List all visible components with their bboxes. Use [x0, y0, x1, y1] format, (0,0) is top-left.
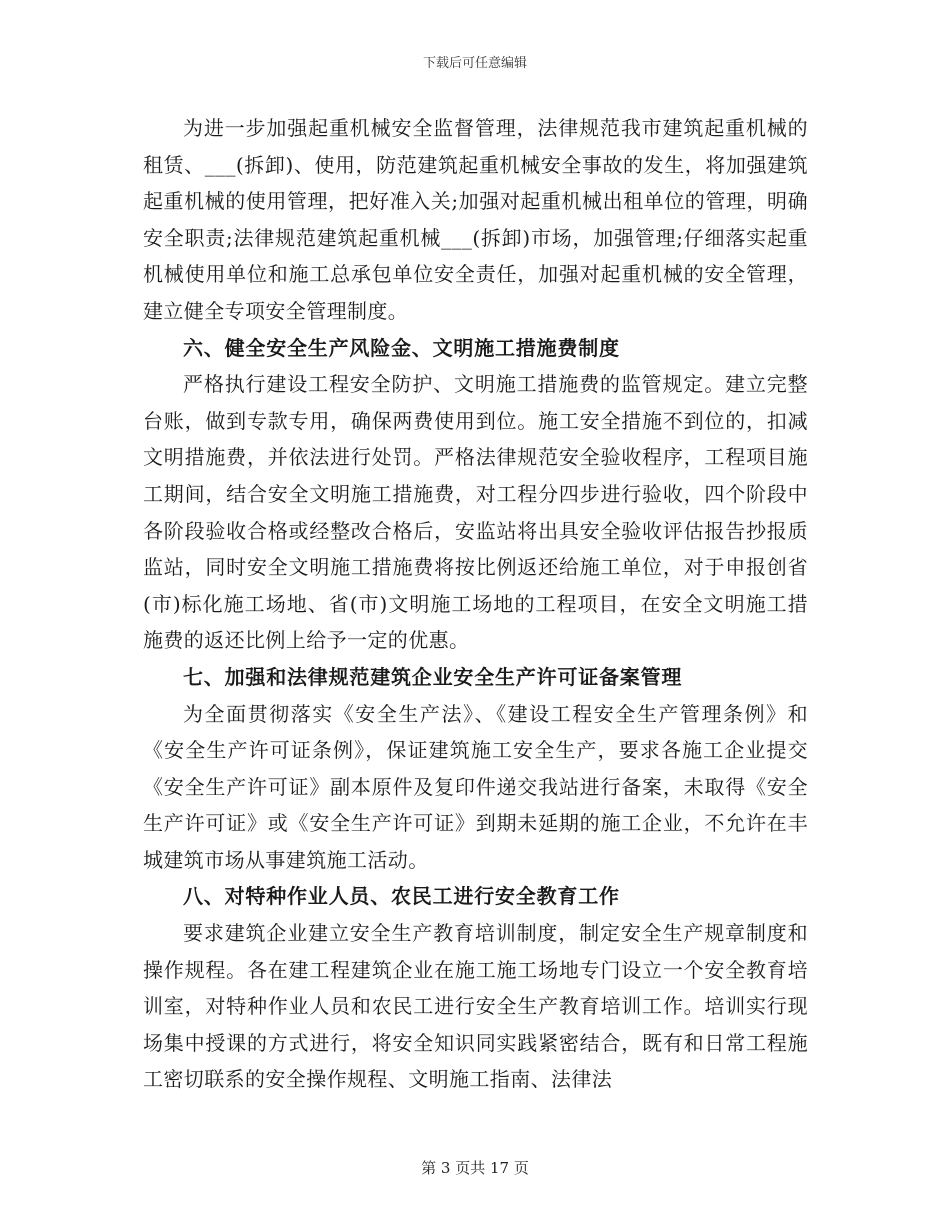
- paragraph-risk-fund: 严格执行建设工程安全防护、文明施工措施费的监管规定。建立完整台账，做到专款专用，确保两费使用到位。施工安全措施不到位的，扣减文明措施费，并依法进行处罚。严格法律规范安全验收程序，工程项目施工期间，结合安全文明施工措施费，对工程分四步进行验收，四个阶段中各阶段验收合格或经整改合格后，安监站将出具安全验收评估报告抄报质监站，同时安全文明施工措施费将按比例返还给施工单位，对于申报创省(市)标化施工场地、省(市)文明施工场地的工程项目，在安全文明施工措施费的返还比例上给予一定的优惠。: [143, 372, 808, 653]
- section-heading-6: 六、健全安全生产风险金、文明施工措施费制度: [183, 335, 620, 360]
- page-header: 下载后可任意编辑: [422, 56, 527, 71]
- document-body: [143, 110, 808, 1098]
- paragraph-safety-license: 为全面贯彻落实《安全生产法》、《建设工程安全生产管理条例》和《安全生产许可证条例》，保证建筑施工安全生产，要求各施工企业提交《安全生产许可证》副本原件及复印件递交我站进行备案，未取得《安全生产许可证》或《安全生产许可证》到期未延期的施工企业，不允许在丰城建筑市场从事建筑施工活动。: [143, 701, 808, 872]
- page-number: 第 3 页共 17 页: [421, 1159, 529, 1177]
- section-heading-7: 七、加强和法律规范建筑企业安全生产许可证备案管理: [183, 664, 683, 689]
- section-heading-8: 八、对特种作业人员、农民工进行安全教育工作: [183, 884, 620, 909]
- paragraph-crane-management: 为进一步加强起重机械安全监督管理，法律规范我市建筑起重机械的租赁、___(拆卸)、使用，防范建筑起重机械安全事故的发生，将加强建筑起重机械的使用管理，把好准入关;加强对起重机械出租单位的管理，明确安全职责;法律规范建筑起重机械___(拆卸)市场，加强管理;仔细落实起重机械使用单位和施工总承包单位安全责任，加强对起重机械的安全管理，建立健全专项安全管理制度。: [143, 116, 808, 323]
- paragraph-safety-education: 要求建筑企业建立安全生产教育培训制度，制定安全生产规章制度和操作规程。各在建工程建筑企业在施工施工场地专门设立一个安全教育培训室，对特种作业人员和农民工进行安全生产教育培训工作。培训实行现场集中授课的方式进行，将安全知识同实践紧密结合，既有和日常工程施工密切联系的安全操作规程、文明施工指南、法律法: [143, 921, 808, 1092]
